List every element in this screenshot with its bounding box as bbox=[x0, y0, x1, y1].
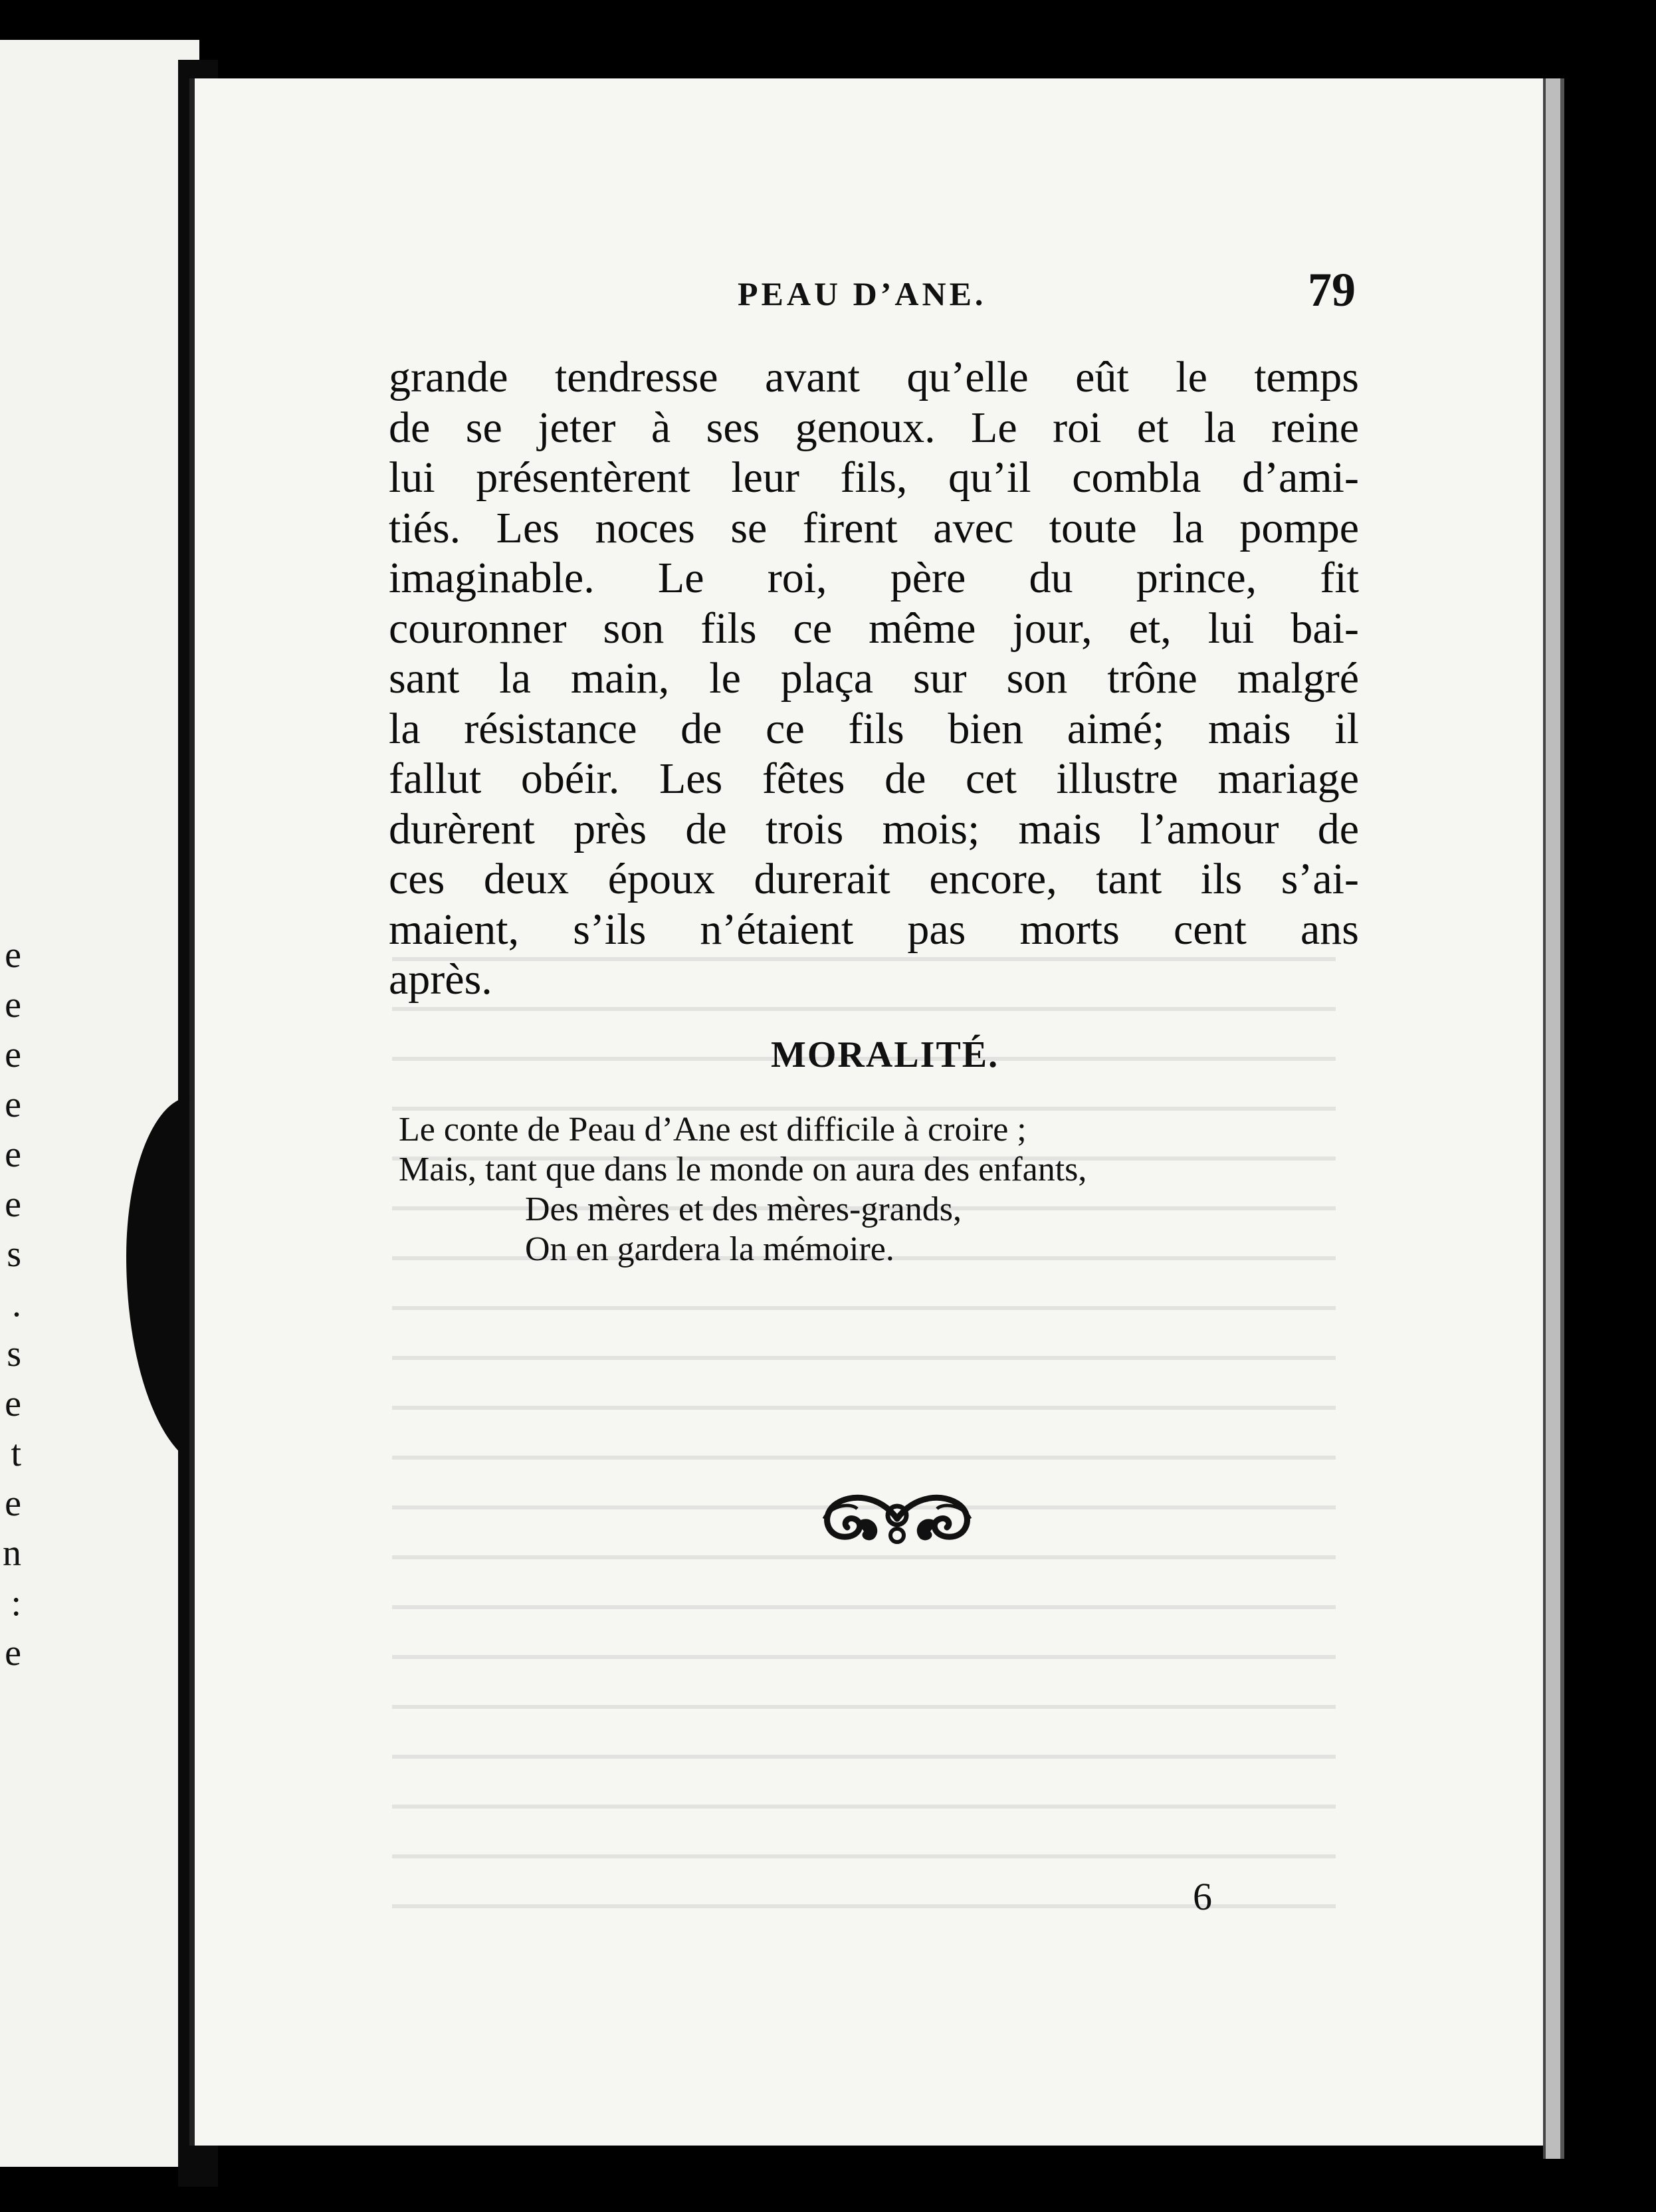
facing-glyph: e bbox=[5, 935, 21, 976]
facing-glyph: e bbox=[5, 1184, 21, 1225]
verse-line: On en gardera la mémoire. bbox=[525, 1230, 894, 1268]
text-line: lui présentèrent leur fils, qu’il combla d’ami- bbox=[389, 453, 1359, 502]
text-line: ces deux époux durerait encore, tant ils s’ai- bbox=[389, 855, 1359, 903]
facing-glyph: e bbox=[5, 1383, 21, 1424]
facing-glyph: n bbox=[3, 1533, 21, 1574]
verse-line: Des mères et des mères-grands, bbox=[525, 1190, 962, 1228]
text-line: fallut obéir. Les fêtes de cet illustre mariage bbox=[389, 754, 1359, 803]
moral-heading: MORALITÉ. bbox=[771, 1034, 999, 1075]
running-title: PEAU D’ANE. bbox=[738, 275, 987, 312]
printer-signature-mark: 6 bbox=[1193, 1875, 1212, 1918]
text-line: grande tendresse avant qu’elle eût le temps bbox=[389, 353, 1359, 401]
facing-glyph: : bbox=[11, 1583, 21, 1624]
verse-line: Le conte de Peau d’Ane est difficile à croire ; bbox=[399, 1111, 1027, 1149]
page-header bbox=[385, 263, 1356, 316]
page-number: 79 bbox=[1308, 263, 1356, 316]
text-line: maient, s’ils n’étaient pas morts cent ans bbox=[389, 905, 1359, 954]
show-through-text bbox=[392, 957, 1336, 1921]
text-line: sant la main, le plaça sur son trône malgré bbox=[389, 654, 1359, 703]
facing-glyph: s bbox=[7, 1234, 21, 1275]
story-paragraph bbox=[389, 352, 1359, 1005]
verse-line: Mais, tant que dans le monde on aura des enfants, bbox=[399, 1151, 1087, 1188]
moral-verse bbox=[399, 1110, 1316, 1270]
facing-glyph: t bbox=[11, 1433, 21, 1474]
floral-tailpiece-ornament-icon bbox=[811, 1482, 983, 1555]
facing-glyph: e bbox=[5, 1632, 21, 1674]
facing-glyph: e bbox=[5, 1134, 21, 1175]
facing-glyph: e bbox=[5, 1034, 21, 1075]
text-line: couronner son fils ce même jour, et, lui bai- bbox=[389, 604, 1359, 653]
facing-page-text-fragments bbox=[0, 931, 21, 1861]
text-line: de se jeter à ses genoux. Le roi et la reine bbox=[389, 403, 1359, 452]
facing-glyph: e bbox=[5, 1084, 21, 1125]
page-stack-edge bbox=[1543, 78, 1564, 2159]
text-line: imaginable. Le roi, père du prince, fit bbox=[389, 554, 1359, 602]
facing-glyph: e bbox=[5, 984, 21, 1026]
facing-page-edge bbox=[0, 40, 199, 2167]
text-line: la résistance de ce fils bien aimé; mais il bbox=[389, 704, 1359, 753]
text-line: après. bbox=[389, 955, 492, 1004]
text-line: durèrent près de trois mois; mais l’amour de bbox=[389, 804, 1359, 853]
text-line: tiés. Les noces se firent avec toute la pompe bbox=[389, 503, 1359, 552]
facing-glyph: . bbox=[12, 1283, 21, 1325]
facing-glyph: e bbox=[5, 1483, 21, 1524]
facing-glyph: s bbox=[7, 1333, 21, 1375]
